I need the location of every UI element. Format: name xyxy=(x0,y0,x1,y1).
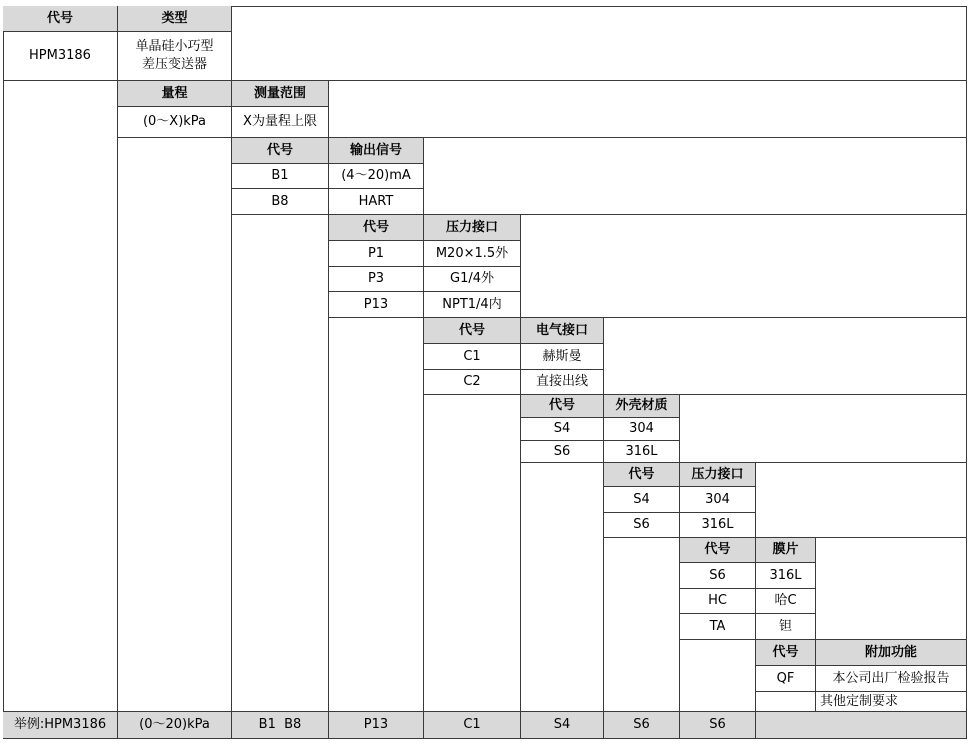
diaphragm-header: 膜片 xyxy=(756,538,816,563)
measure-range-value: X为量程上限 xyxy=(232,107,329,138)
pressure-code: P1 xyxy=(329,241,424,267)
diaphragm-value: 哈C xyxy=(756,589,816,614)
blank-cell xyxy=(680,395,967,463)
blank-cell xyxy=(118,138,232,712)
extra-code: QF xyxy=(756,666,816,692)
example-range: (0～20)kPa xyxy=(118,712,232,739)
measure-range-header: 测量范围 xyxy=(232,81,329,107)
blank-cell xyxy=(521,215,967,318)
blank-cell xyxy=(3,81,118,712)
diaphragm-code: S6 xyxy=(680,563,756,589)
electric-code: C1 xyxy=(424,344,521,370)
type-header: 类型 xyxy=(118,6,232,32)
shell-code-header: 代号 xyxy=(521,395,604,418)
model-code: HPM3186 xyxy=(3,32,118,81)
pressure-value: G1/4外 xyxy=(424,267,521,292)
blank-cell xyxy=(521,463,604,712)
blank-cell xyxy=(756,463,967,538)
pressure-value: NPT1/4内 xyxy=(424,292,521,318)
blank-cell xyxy=(816,538,967,640)
example-pressure: P13 xyxy=(329,712,424,739)
example-extra xyxy=(756,712,967,739)
electric-code: C2 xyxy=(424,370,521,395)
blank-cell xyxy=(329,318,424,712)
diaphragm-code-header: 代号 xyxy=(680,538,756,563)
shell-material-header: 外壳材质 xyxy=(604,395,680,418)
electric-value: 直接出线 xyxy=(521,370,604,395)
blank-cell xyxy=(604,318,967,395)
output-signal-header: 输出信号 xyxy=(329,138,424,164)
electric-connection-header: 电气接口 xyxy=(521,318,604,344)
pressure-code: P13 xyxy=(329,292,424,318)
diaphragm-value: 钽 xyxy=(756,614,816,640)
extra-value: 本公司出厂检验报告 xyxy=(816,666,967,692)
example-diaphragm: S6 xyxy=(680,712,756,739)
blank-cell xyxy=(424,395,521,712)
extra-code xyxy=(756,692,816,712)
pressure-code: P3 xyxy=(329,267,424,292)
press2-value: 304 xyxy=(680,487,756,513)
diaphragm-value: 316L xyxy=(756,563,816,589)
press2-header: 压力接口 xyxy=(680,463,756,487)
output-code: B8 xyxy=(232,189,329,215)
electric-code-header: 代号 xyxy=(424,318,521,344)
model-type-line2: 差压变送器 xyxy=(141,57,207,72)
output-code: B1 xyxy=(232,164,329,189)
blank-cell xyxy=(680,640,756,712)
electric-value: 赫斯曼 xyxy=(521,344,604,370)
pressure-code-header: 代号 xyxy=(329,215,424,241)
pressure-connection-header: 压力接口 xyxy=(424,215,521,241)
diaphragm-code: HC xyxy=(680,589,756,614)
shell-value: 304 xyxy=(604,418,680,441)
press2-code: S4 xyxy=(604,487,680,513)
model-type xyxy=(118,32,232,81)
press2-code-header: 代号 xyxy=(604,463,680,487)
example-label: 举例:HPM3186 xyxy=(3,712,118,739)
shell-value: 316L xyxy=(604,441,680,463)
output-value: HART xyxy=(329,189,424,215)
example-press2: S6 xyxy=(604,712,680,739)
example-shell: S4 xyxy=(521,712,604,739)
extra-code-header: 代号 xyxy=(756,640,816,666)
output-value: (4～20)mA xyxy=(329,164,424,189)
extra-value: 其他定制要求 xyxy=(816,692,967,712)
shell-code: S6 xyxy=(521,441,604,463)
blank-cell xyxy=(424,138,967,215)
blank-cell xyxy=(604,538,680,712)
example-electric: C1 xyxy=(424,712,521,739)
blank-cell xyxy=(329,81,967,138)
press2-code: S6 xyxy=(604,513,680,538)
extra-function-header: 附加功能 xyxy=(816,640,967,666)
press2-value: 316L xyxy=(680,513,756,538)
shell-code: S4 xyxy=(521,418,604,441)
blank-cell xyxy=(232,6,967,81)
range-value: (0～X)kPa xyxy=(118,107,232,138)
blank-cell xyxy=(232,215,329,712)
range-header: 量程 xyxy=(118,81,232,107)
diaphragm-code: TA xyxy=(680,614,756,640)
type-code-header: 代号 xyxy=(3,6,118,32)
pressure-value: M20×1.5外 xyxy=(424,241,521,267)
output-code-header: 代号 xyxy=(232,138,329,164)
model-type-line1: 单晶硅小巧型 xyxy=(135,39,214,54)
example-output: B1 B8 xyxy=(232,712,329,739)
